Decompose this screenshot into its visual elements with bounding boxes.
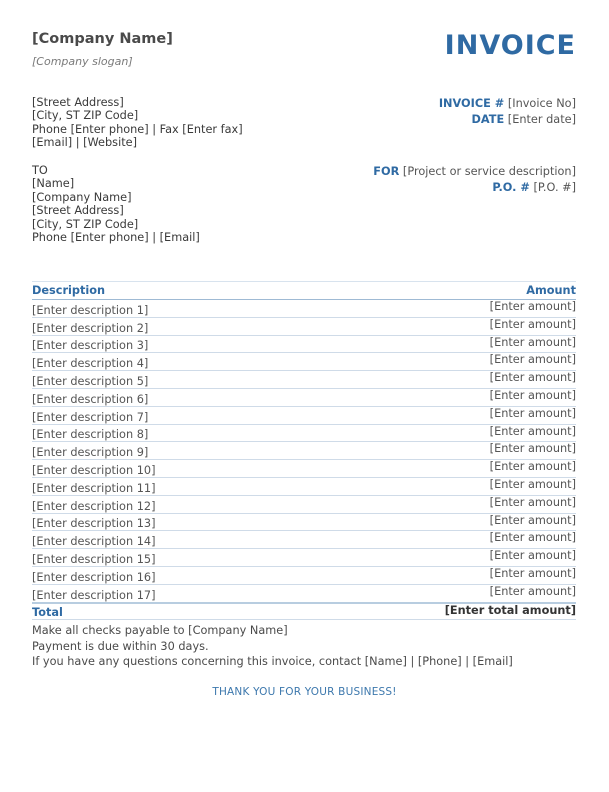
table-row <box>32 513 576 531</box>
row-amount[interactable]: [Enter amount] <box>296 460 576 478</box>
bill-to-contact[interactable]: Phone [Enter phone] | [Email] <box>32 231 200 245</box>
po-value[interactable]: [P.O. #] <box>533 181 576 194</box>
contact-note[interactable]: If you have any questions concerning this invoice, contact [Name] | [Phone] | [Email] <box>32 655 513 668</box>
row-description[interactable]: [Enter description 3] <box>32 335 296 353</box>
row-description[interactable]: [Enter description 15] <box>32 549 296 567</box>
invoice-number-line <box>439 96 576 112</box>
company-email-website[interactable]: [Email] | [Website] <box>32 136 137 150</box>
for-label: FOR <box>373 165 400 178</box>
date-label: DATE <box>471 113 505 126</box>
table-row <box>32 300 576 318</box>
row-amount[interactable]: [Enter amount] <box>296 549 576 567</box>
row-amount[interactable]: [Enter amount] <box>296 335 576 353</box>
company-name[interactable]: [Company Name] <box>32 31 173 47</box>
date-value[interactable]: [Enter date] <box>507 113 576 126</box>
company-street[interactable]: [Street Address] <box>32 96 124 109</box>
row-amount[interactable]: [Enter amount] <box>296 353 576 371</box>
table-row <box>32 335 576 353</box>
date-line <box>439 112 576 128</box>
thank-you-message: THANK YOU FOR YOUR BUSINESS! <box>212 686 397 698</box>
row-amount[interactable]: [Enter amount] <box>296 584 576 602</box>
po-label: P.O. # <box>492 181 530 194</box>
row-amount[interactable]: [Enter amount] <box>296 477 576 495</box>
total-label: Total <box>32 603 296 620</box>
row-amount[interactable]: [Enter amount] <box>296 424 576 442</box>
bill-to-city[interactable]: [City, ST ZIP Code] <box>32 217 139 231</box>
bill-to-street[interactable]: [Street Address] <box>32 204 124 218</box>
row-amount[interactable]: [Enter amount] <box>296 317 576 335</box>
table-row <box>32 424 576 442</box>
table-header-row <box>32 282 576 300</box>
company-address-block <box>32 96 243 150</box>
company-city[interactable]: [City, ST ZIP Code] <box>32 109 139 123</box>
table-row <box>32 371 576 389</box>
table-row <box>32 477 576 495</box>
company-phone-fax[interactable]: Phone [Enter phone] | Fax [Enter fax] <box>32 122 243 136</box>
invoice-number-value[interactable]: [Invoice No] <box>507 97 576 110</box>
table-row <box>32 566 576 584</box>
checks-payable-note[interactable]: Make all checks payable to [Company Name] <box>32 624 288 637</box>
row-description[interactable]: [Enter description 10] <box>32 460 296 478</box>
row-description[interactable]: [Enter description 17] <box>32 584 296 602</box>
row-amount[interactable]: [Enter amount] <box>296 566 576 584</box>
total-amount[interactable]: [Enter total amount] <box>296 603 576 620</box>
table-row <box>32 460 576 478</box>
payment-notes <box>32 623 513 670</box>
row-description[interactable]: [Enter description 16] <box>32 566 296 584</box>
payment-due-note[interactable]: Payment is due within 30 days. <box>32 639 209 653</box>
invoice-number-label: INVOICE # <box>438 97 505 110</box>
bill-to-company[interactable]: [Company Name] <box>32 190 132 204</box>
row-amount[interactable]: [Enter amount] <box>296 495 576 513</box>
table-row <box>32 584 576 602</box>
for-line <box>373 164 576 180</box>
row-amount[interactable]: [Enter amount] <box>296 406 576 424</box>
amount-header: Amount <box>296 282 576 300</box>
table-row <box>32 406 576 424</box>
table-row <box>32 317 576 335</box>
bill-to-heading: TO <box>32 164 48 177</box>
row-amount[interactable]: [Enter amount] <box>296 513 576 531</box>
row-description[interactable]: [Enter description 6] <box>32 388 296 406</box>
total-row <box>32 603 576 620</box>
invoice-title: INVOICE <box>444 30 576 61</box>
description-header: Description <box>32 282 296 300</box>
row-description[interactable]: [Enter description 2] <box>32 317 296 335</box>
company-slogan[interactable]: [Company slogan] <box>32 55 133 68</box>
row-description[interactable]: [Enter description 4] <box>32 353 296 371</box>
table-row <box>32 442 576 460</box>
row-description[interactable]: [Enter description 11] <box>32 477 296 495</box>
row-description[interactable]: [Enter description 13] <box>32 513 296 531</box>
line-items-table <box>32 281 576 620</box>
row-amount[interactable]: [Enter amount] <box>296 442 576 460</box>
row-description[interactable]: [Enter description 8] <box>32 424 296 442</box>
table-row <box>32 353 576 371</box>
table-row <box>32 531 576 549</box>
for-value[interactable]: [Project or service description] <box>402 165 576 178</box>
row-description[interactable]: [Enter description 1] <box>32 300 296 318</box>
table-row <box>32 388 576 406</box>
bill-to-name[interactable]: [Name] <box>32 177 75 191</box>
project-meta <box>373 164 576 196</box>
invoice-meta <box>439 96 576 128</box>
row-amount[interactable]: [Enter amount] <box>296 300 576 318</box>
row-description[interactable]: [Enter description 5] <box>32 371 296 389</box>
row-amount[interactable]: [Enter amount] <box>296 371 576 389</box>
row-description[interactable]: [Enter description 9] <box>32 442 296 460</box>
bill-to-block <box>32 164 200 244</box>
row-description[interactable]: [Enter description 12] <box>32 495 296 513</box>
row-description[interactable]: [Enter description 7] <box>32 406 296 424</box>
table-row <box>32 549 576 567</box>
row-amount[interactable]: [Enter amount] <box>296 388 576 406</box>
table-row <box>32 495 576 513</box>
row-amount[interactable]: [Enter amount] <box>296 531 576 549</box>
row-description[interactable]: [Enter description 14] <box>32 531 296 549</box>
po-line <box>373 180 576 196</box>
